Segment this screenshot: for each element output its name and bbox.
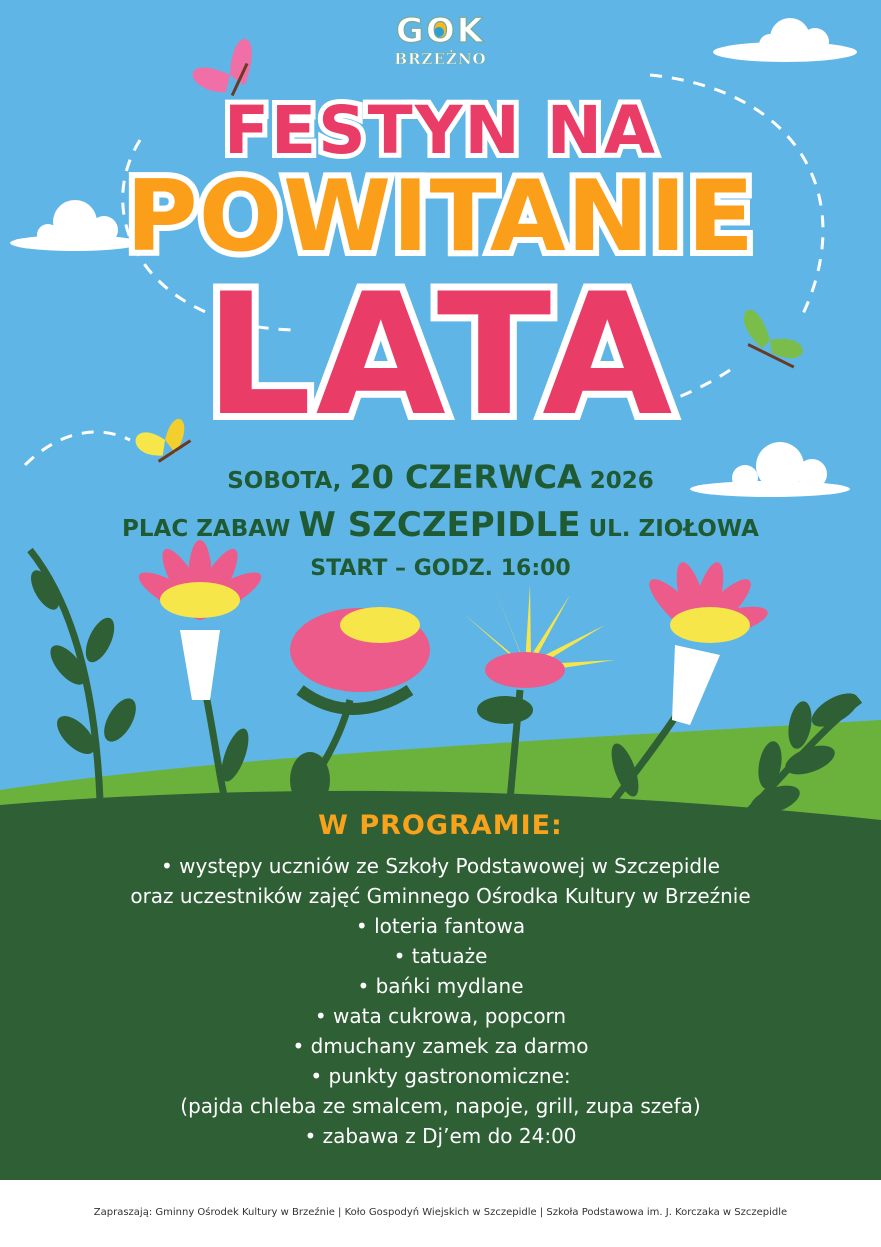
program-title: W PROGRAMIE: <box>318 810 563 841</box>
program-list <box>0 851 881 1151</box>
event-day: SOBOTA, <box>227 468 342 494</box>
place-street: UL. ZIOŁOWA <box>588 516 759 542</box>
list-item: • dmuchany zamek za darmo <box>292 1034 589 1058</box>
event-start: START – GODZ. 16:00 <box>310 556 571 581</box>
title-line-2: POWITANIE <box>125 160 756 274</box>
list-item: (pajda chleba ze smalcem, napoje, grill, zupa szefa) <box>180 1094 701 1118</box>
event-year: 2026 <box>589 468 654 494</box>
list-item: oraz uczestników zajęć Gminnego Ośrodka Kultury w Brzeźnie <box>130 884 751 908</box>
list-item: • wata cukrowa, popcorn <box>314 1004 567 1028</box>
list-item: • punkty gastronomiczne: <box>310 1064 571 1088</box>
logo <box>0 12 881 68</box>
leaf-icon <box>25 550 142 800</box>
organizers-text: Zapraszają: Gminny Ośrodek Kultury w Brzeźnie | Koło Gospodyń Wiejskich w Szczepidle | Szkoła Podstawowa im. J. Korczaka w Szczepidle <box>93 1207 788 1218</box>
place-prefix: PLAC ZABAW <box>122 516 291 542</box>
event-place <box>0 505 881 545</box>
logo-mark: GOK <box>395 11 486 51</box>
list-item: • bańki mydlane <box>357 974 524 998</box>
program-section <box>0 810 881 1151</box>
place-main: W SZCZEPIDLE <box>298 505 581 545</box>
title-line-3: LATA <box>204 257 677 453</box>
list-item: • występy uczniów ze Szkoły Podstawowej w Szczepidle <box>161 854 720 878</box>
event-date <box>0 458 881 496</box>
list-item: • zabawa z Dj’em do 24:00 <box>304 1124 577 1148</box>
list-item: • tatuaże <box>393 944 488 968</box>
title-line-1: FESTYN NA <box>223 92 658 169</box>
footer <box>0 1180 881 1247</box>
event-date-main: 20 CZERWCA <box>349 458 582 496</box>
logo-subtitle: BRZEŻNO <box>394 50 487 68</box>
list-item: • loteria fantowa <box>355 914 526 938</box>
